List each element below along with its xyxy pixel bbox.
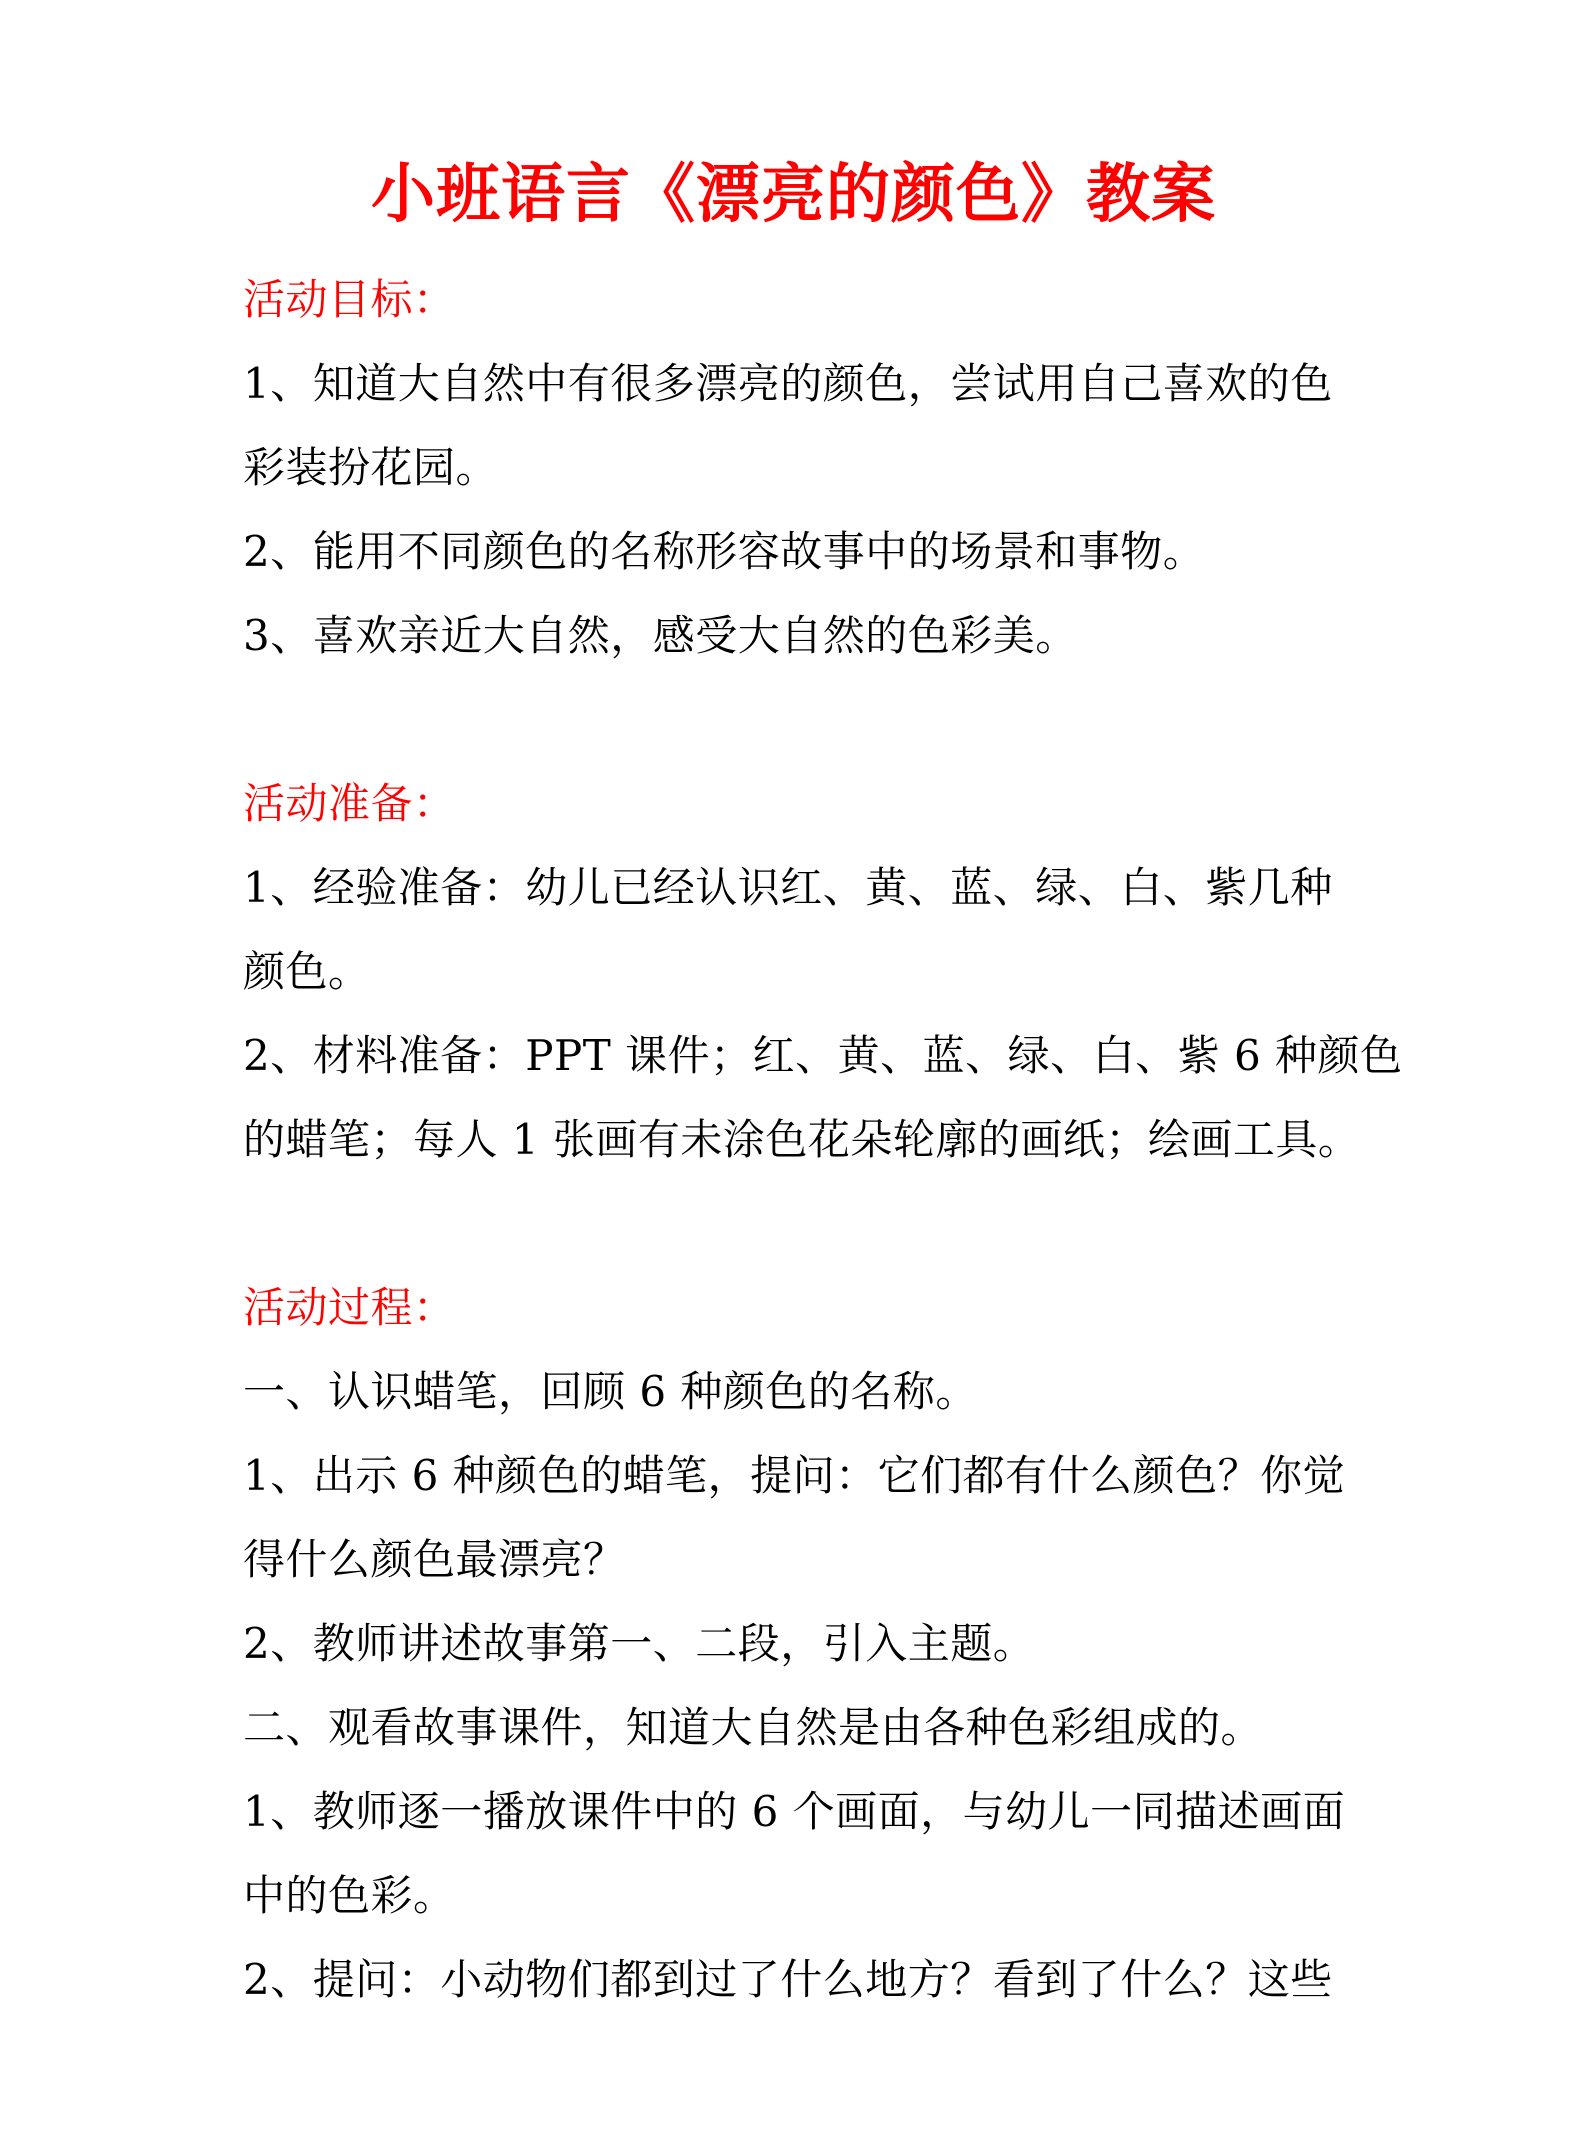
section-heading: 活动目标： xyxy=(243,275,456,324)
paragraph-line: 的蜡笔；每人 1 张画有未涂色花朵轮廓的画纸；绘画工具。 xyxy=(243,1115,1361,1164)
paragraph-line: 得什么颜色最漂亮？ xyxy=(243,1535,626,1584)
paragraph-line: 1、教师逐一播放课件中的 6 个画面，与幼儿一同描述画面 xyxy=(243,1787,1346,1836)
paragraph-line: 2、教师讲述故事第一、二段，引入主题。 xyxy=(243,1619,1036,1668)
section-activity-process xyxy=(243,1266,1353,2022)
section-heading: 活动过程： xyxy=(243,1283,456,1332)
paragraph-line: 2、材料准备：PPT 课件；红、黄、蓝、绿、白、紫 6 种颜色 xyxy=(243,1031,1403,1080)
section-spacer xyxy=(243,678,1353,762)
paragraph-line: 2、能用不同颜色的名称形容故事中的场景和事物。 xyxy=(243,527,1206,576)
document-body xyxy=(243,258,1403,2022)
section-activity-goals xyxy=(243,258,1353,678)
section-heading: 活动准备： xyxy=(243,779,456,828)
paragraph-line: 1、出示 6 种颜色的蜡笔，提问：它们都有什么颜色？你觉 xyxy=(243,1451,1346,1500)
paragraph-line: 3、喜欢亲近大自然，感受大自然的色彩美。 xyxy=(243,611,1078,660)
paragraph-line: 1、知道大自然中有很多漂亮的颜色，尝试用自己喜欢的色 xyxy=(243,359,1333,408)
section-spacer xyxy=(243,1182,1353,1266)
paragraph-line: 中的色彩。 xyxy=(243,1871,456,1920)
paragraph-line: 1、经验准备：幼儿已经认识红、黄、蓝、绿、白、紫几种 xyxy=(243,863,1333,912)
document-title: 小班语言《漂亮的颜色》教案 xyxy=(371,157,1216,232)
section-activity-preparation xyxy=(243,762,1403,1182)
paragraph-line: 彩装扮花园。 xyxy=(243,443,499,492)
paragraph-line: 2、提问：小动物们都到过了什么地方？看到了什么？这些 xyxy=(243,1955,1333,2004)
paragraph-line: 颜色。 xyxy=(243,947,371,996)
paragraph-line: 二、观看故事课件，知道大自然是由各种色彩组成的。 xyxy=(243,1703,1264,1752)
paragraph-line: 一、认识蜡笔，回顾 6 种颜色的名称。 xyxy=(243,1367,978,1416)
